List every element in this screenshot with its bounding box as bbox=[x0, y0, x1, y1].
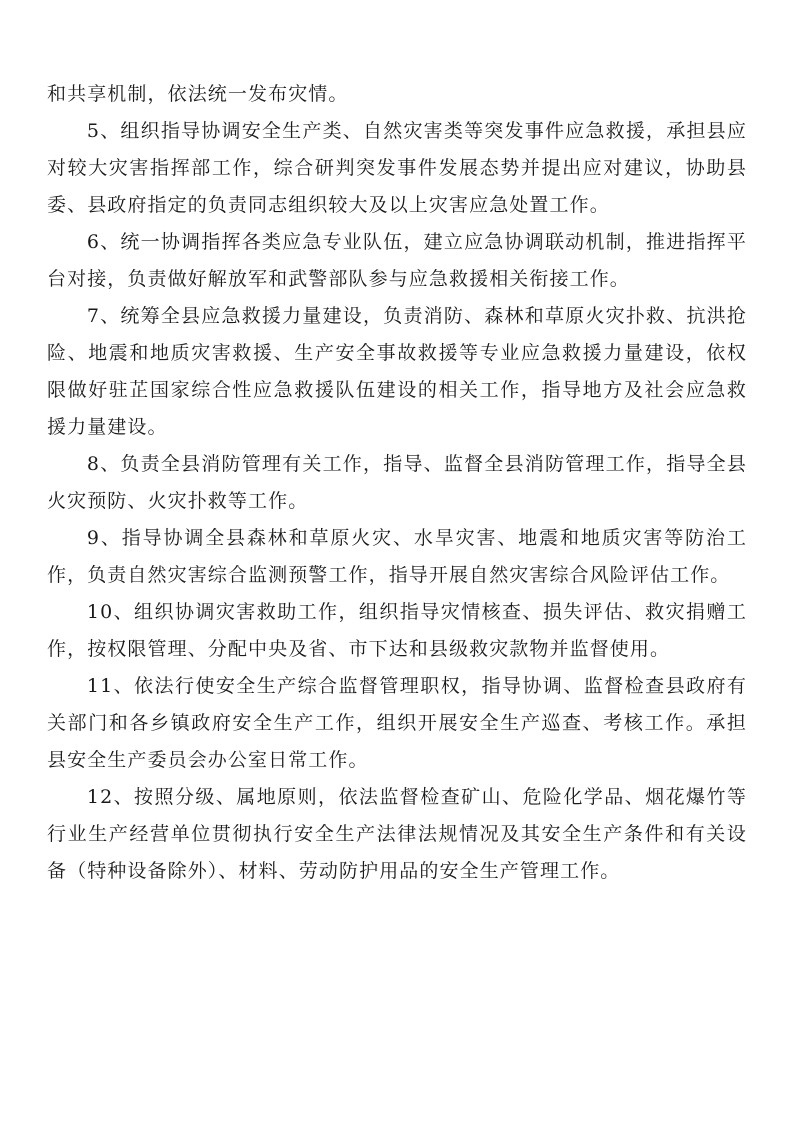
paragraph-continuation: 和共享机制，依法统一发布灾情。 bbox=[47, 83, 349, 105]
paragraph-item-9: 9、指导协调全县森林和草原火灾、水旱灾害、地震和地质灾害等防治工作，负责自然灾害综合监测预警工作，指导开展自然灾害综合风险评估工作。 bbox=[47, 527, 747, 586]
document-body bbox=[47, 76, 747, 890]
paragraph-item-6: 6、统一协调指挥各类应急专业队伍，建立应急协调联动机制，推进指挥平台对接，负责做好解放军和武警部队参与应急救援相关衔接工作。 bbox=[47, 231, 747, 290]
paragraph-item-7: 7、统筹全县应急救援力量建设，负责消防、森林和草原火灾扑救、抗洪抢险、地震和地质灾害救援、生产安全事故救援等专业应急救援力量建设，依权限做好驻芷国家综合性应急救援队伍建设的相关工作，指导地方及社会应急救援力量建设。 bbox=[47, 305, 747, 438]
paragraph-item-10: 10、组织协调灾害救助工作，组织指导灾情核查、损失评估、救灾捐赠工作，按权限管理、分配中央及省、市下达和县级救灾款物并监督使用。 bbox=[47, 601, 747, 660]
paragraph-item-8: 8、负责全县消防管理有关工作，指导、监督全县消防管理工作，指导全县火灾预防、火灾扑救等工作。 bbox=[47, 453, 747, 512]
paragraph-item-11: 11、依法行使安全生产综合监督管理职权，指导协调、监督检查县政府有关部门和各乡镇政府安全生产工作，组织开展安全生产巡查、考核工作。承担县安全生产委员会办公室日常工作。 bbox=[47, 675, 747, 771]
paragraph-item-5: 5、组织指导协调安全生产类、自然灾害类等突发事件应急救援，承担县应对较大灾害指挥部工作，综合研判突发事件发展态势并提出应对建议，协助县委、县政府指定的负责同志组织较大及以上灾害应急处置工作。 bbox=[47, 120, 747, 216]
paragraph-item-12: 12、按照分级、属地原则，依法监督检查矿山、危险化学品、烟花爆竹等行业生产经营单位贯彻执行安全生产法律法规情况及其安全生产条件和有关设备（特种设备除外）、材料、劳动防护用品的安全生产管理工作。 bbox=[47, 786, 747, 882]
